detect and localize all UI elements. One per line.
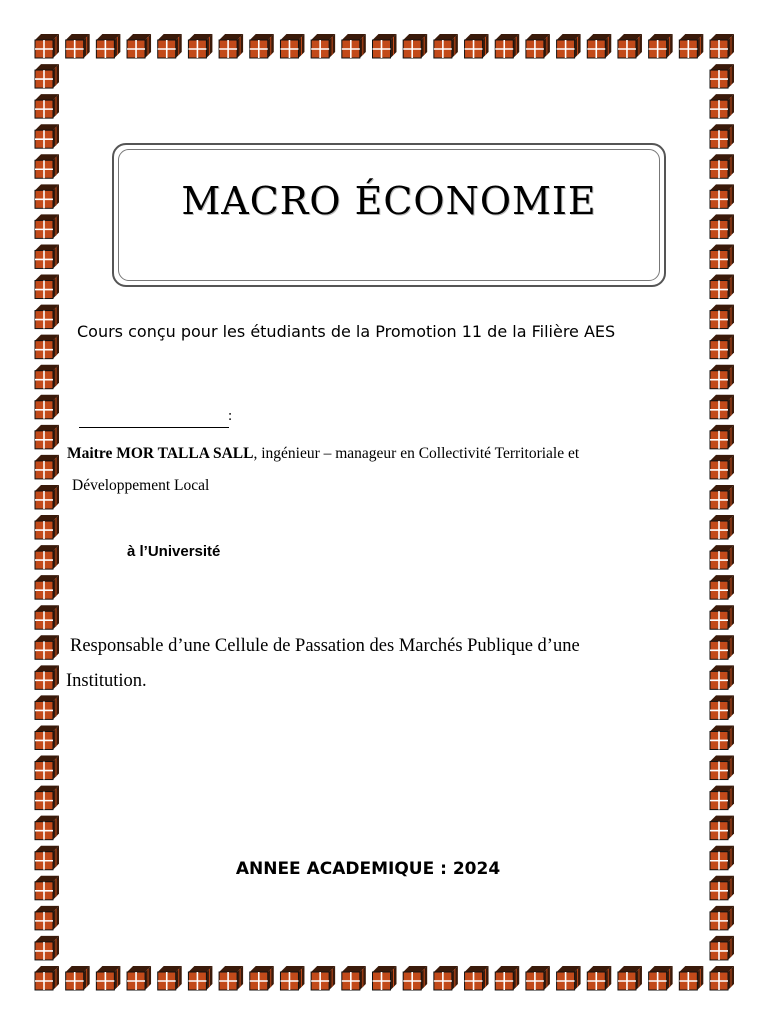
brick-crate-icon: [127, 34, 151, 58]
blank-colon: :: [228, 408, 233, 424]
brick-crate-icon: [710, 575, 734, 599]
brick-crate-icon: [710, 335, 734, 359]
brick-crate-icon: [35, 365, 59, 389]
brick-crate-icon: [35, 124, 59, 148]
brick-crate-icon: [710, 725, 734, 749]
brick-crate-icon: [710, 154, 734, 178]
brick-crate-icon: [710, 214, 734, 238]
brick-crate-icon: [35, 786, 59, 810]
brick-crate-icon: [710, 34, 734, 58]
brick-crate-icon: [35, 154, 59, 178]
brick-crate-icon: [618, 34, 642, 58]
brick-crate-icon: [35, 635, 59, 659]
brick-crate-icon: [710, 635, 734, 659]
responsibility-line-1: Responsable d’une Cellule de Passation des Marchés Publique d’une: [70, 636, 580, 656]
brick-crate-icon: [710, 515, 734, 539]
brick-crate-icon: [526, 966, 550, 990]
brick-crate-icon: [250, 34, 274, 58]
brick-crate-icon: [35, 184, 59, 208]
brick-crate-icon: [526, 34, 550, 58]
brick-crate-icon: [35, 395, 59, 419]
brick-crate-icon: [434, 966, 458, 990]
brick-crate-icon: [158, 966, 182, 990]
brick-crate-icon: [710, 275, 734, 299]
brick-crate-icon: [403, 34, 427, 58]
brick-crate-icon: [35, 816, 59, 840]
brick-crate-icon: [465, 966, 489, 990]
academic-year: ANNEE ACADEMIQUE : 2024: [235, 859, 501, 879]
brick-crate-icon: [710, 786, 734, 810]
brick-crate-icon: [373, 966, 397, 990]
brick-crate-icon: [35, 936, 59, 960]
brick-crate-icon: [342, 34, 366, 58]
brick-crate-icon: [35, 244, 59, 268]
brick-crate-icon: [188, 34, 212, 58]
brick-crate-icon: [188, 966, 212, 990]
author-line: [67, 445, 579, 463]
brick-crate-icon: [587, 34, 611, 58]
brick-crate-icon: [710, 395, 734, 419]
brick-crate-icon: [710, 876, 734, 900]
brick-crate-icon: [557, 966, 581, 990]
brick-crate-icon: [35, 214, 59, 238]
brick-crate-icon: [710, 124, 734, 148]
university-label: à l’Université: [127, 543, 221, 560]
author-role-continued: Développement Local: [72, 477, 210, 494]
brick-crate-icon: [710, 665, 734, 689]
blank-line: [79, 427, 229, 428]
brick-crate-icon: [250, 966, 274, 990]
brick-crate-icon: [710, 244, 734, 268]
brick-crate-icon: [710, 966, 734, 990]
brick-crate-icon: [618, 966, 642, 990]
course-description: Cours conçu pour les étudiants de la Promotion 11 de la Filière AES: [77, 322, 616, 341]
brick-crate-icon: [35, 34, 59, 58]
brick-crate-icon: [35, 605, 59, 629]
brick-crate-icon: [66, 34, 90, 58]
brick-crate-icon: [434, 34, 458, 58]
brick-crate-icon: [710, 545, 734, 569]
brick-crate-icon: [587, 966, 611, 990]
brick-crate-icon: [280, 966, 304, 990]
brick-crate-icon: [35, 695, 59, 719]
brick-crate-icon: [710, 695, 734, 719]
brick-crate-icon: [35, 906, 59, 930]
brick-crate-icon: [35, 275, 59, 299]
brick-crate-icon: [35, 725, 59, 749]
brick-crate-icon: [96, 34, 120, 58]
brick-crate-icon: [219, 34, 243, 58]
brick-crate-icon: [710, 64, 734, 88]
title-frame: [112, 143, 666, 287]
brick-crate-icon: [710, 305, 734, 329]
brick-crate-icon: [710, 425, 734, 449]
brick-crate-icon: [649, 966, 673, 990]
brick-crate-icon: [649, 34, 673, 58]
brick-crate-icon: [710, 455, 734, 479]
brick-crate-icon: [373, 34, 397, 58]
brick-crate-icon: [35, 665, 59, 689]
author-role: , ingénieur – manageur en Collectivité Territoriale et: [253, 445, 580, 462]
brick-crate-icon: [311, 966, 335, 990]
author-name: Maitre MOR TALLA SALL: [67, 445, 254, 462]
brick-crate-icon: [495, 34, 519, 58]
brick-crate-icon: [679, 966, 703, 990]
brick-crate-icon: [465, 34, 489, 58]
document-title: MACRO ÉCONOMIE: [181, 179, 597, 223]
brick-crate-icon: [403, 966, 427, 990]
brick-crate-icon: [35, 545, 59, 569]
brick-crate-icon: [35, 575, 59, 599]
brick-crate-icon: [158, 34, 182, 58]
brick-crate-icon: [679, 34, 703, 58]
brick-crate-icon: [96, 966, 120, 990]
brick-crate-icon: [127, 966, 151, 990]
brick-crate-icon: [35, 305, 59, 329]
brick-crate-icon: [35, 756, 59, 780]
brick-crate-icon: [35, 485, 59, 509]
brick-crate-icon: [311, 34, 335, 58]
brick-crate-icon: [710, 485, 734, 509]
brick-crate-icon: [495, 966, 519, 990]
brick-crate-icon: [35, 64, 59, 88]
brick-crate-icon: [710, 816, 734, 840]
brick-crate-icon: [710, 906, 734, 930]
brick-crate-icon: [35, 425, 59, 449]
brick-crate-icon: [66, 966, 90, 990]
brick-crate-icon: [35, 966, 59, 990]
brick-crate-icon: [557, 34, 581, 58]
brick-crate-icon: [342, 966, 366, 990]
responsibility-line-2: Institution.: [66, 671, 147, 691]
brick-crate-icon: [710, 605, 734, 629]
brick-crate-icon: [219, 966, 243, 990]
brick-crate-icon: [710, 94, 734, 118]
brick-crate-icon: [710, 756, 734, 780]
brick-crate-icon: [35, 455, 59, 479]
brick-crate-icon: [35, 335, 59, 359]
brick-crate-icon: [710, 365, 734, 389]
brick-crate-icon: [35, 876, 59, 900]
brick-crate-icon: [710, 184, 734, 208]
brick-crate-icon: [280, 34, 304, 58]
brick-crate-icon: [35, 94, 59, 118]
brick-crate-icon: [710, 936, 734, 960]
brick-crate-icon: [35, 515, 59, 539]
